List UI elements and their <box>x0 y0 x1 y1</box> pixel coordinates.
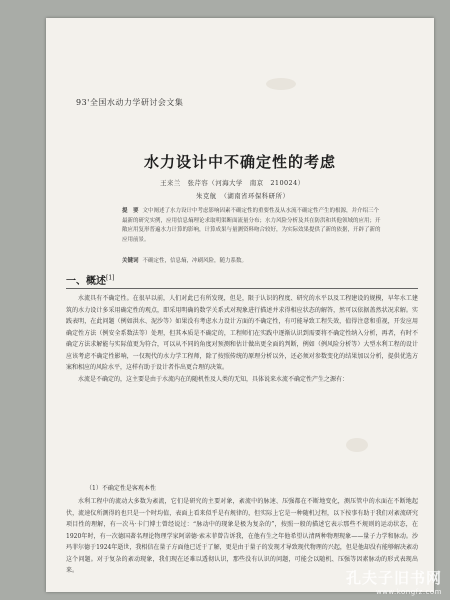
document-page <box>46 18 434 592</box>
authors-line-2: 朱克航 （湖南省环保科研所） <box>196 192 290 200</box>
paper-title: 水力设计中不确定性的考虑 <box>143 153 336 171</box>
abstract-text: 文中阐述了水力设计中考虑影响因素不确定性的重要性及从水流不确定性产生的根源，并介绍三个最新的研究实例，应用信息熵理论求取明渠断面流量分布；水力风险分析及其在防洪和其他领域的应用；开敞应用复形普遍水力计算的影响，计算成果与量测资料吻合较好，为实际效果提供了新的依据，开辟了新的应用前景。 <box>122 208 381 243</box>
section-heading <box>66 272 115 287</box>
section-title: 一、概述 <box>66 276 106 287</box>
keywords <box>122 256 384 264</box>
conference-series-header: 93'全国水动力学研讨会文集 <box>76 98 184 107</box>
keywords-label: 关键词 <box>122 258 139 264</box>
watermark-title: 孔夫子旧书网 <box>345 569 442 587</box>
abstract-label: 提 要 <box>122 208 139 214</box>
body-text-lower <box>66 496 418 577</box>
keywords-text: 不确定性，信息熵，冲刷风险，随力系数。 <box>142 258 248 264</box>
subheading: （1）不确定性是客观本性 <box>86 485 156 492</box>
body-text-upper <box>66 293 418 385</box>
abstract <box>122 207 384 245</box>
authors-line-1: 王来兰 张芹容（河海大学 南京 210024） <box>160 179 305 187</box>
paragraph-2: 水流是不确定的，这主要是由于水流内在的随机性及人类的无知，具体说来水流不确定性产生之源有： <box>78 375 349 383</box>
paragraph-3: 水利工程中的流动大多数为紊流，它们是研究的主要对象，紊流中的脉速、压强都在不断地变化，测压管中的水面在不断地起伏，流速仪所测得的也只是一个时均值，表面上看来似乎是有规律的，但实际上它是一种随机过程，以下按事有助于我们对紊流研究项目性的理解，有一次马·卡门博士曾经说过：“脉动中的现象是极为复杂的”，按照一般的描述它表示那些不规则的运动状态，在1920年时，有一次德国著名理论物理学家阿诺德·索末菲曾告诉我，在他有生之年他希望认清两种物理现象——量子力学和脉动。沙玛菲尔德于1924年逝世，我相信在量子方面他已近于了解，更是由于量子的发现才导致现代物理的兴起，但是他却没有能够解决紊动这个问题。对于复杂的紊动现象，我们现在还难以透彻认识，那些没有认识的问题，可能会以随机、压强等因素脉动的形式表现出来。 <box>66 498 418 574</box>
watermark-url: www.kongfz.com <box>375 588 442 596</box>
watermark <box>346 567 442 596</box>
section-divider <box>66 288 418 289</box>
paragraph-1: 水流具有不确定性。在很早以前，人们对此已有所发现，但是，限于认识的程度、研究的水平以及工程建设的规模，早年水工建筑的水力设计多采用确定性的观点，即采用明确的数学关系式对现象进行描述并求得相应状态的解答，然可以依据盖然状况求解。实践表明，在此问题（例如洪水、泥沙等）如果没有考虑水力设计方面的不确定性，有可能导致工程失效，值得注意和重视，开发应用确定性方法（例安全系数法等）处理，但其本质是不确定的，工程师们在实践中逐渐认识到需要将不确定性纳入分析，再者，有时不确定方法求解能与实际值更为符合，可以从不同的角度对预测和估计做出更全面的判断，例如（例风险分析等）大型水利工程的设计应该考虑不确定性影响，一仅现代的水力学工程师，除了按照传统的原理分析以外，还必须对参数变化的结果加以分析，提供优选方案和相应的风险水平，这样有助于设计者作出更合理的决策。 <box>66 295 418 371</box>
section-reference: [1] <box>106 274 115 282</box>
